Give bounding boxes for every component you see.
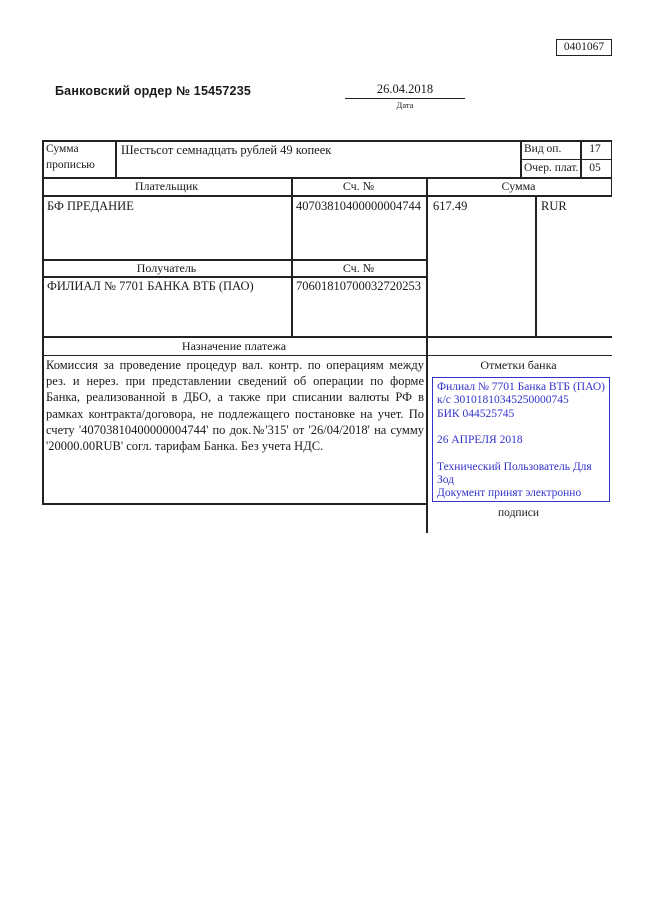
stamp-line-date: 26 АПРЕЛЯ 2018 bbox=[437, 434, 523, 447]
amount-value: 617.49 bbox=[433, 199, 468, 213]
payer-account-column-header: Сч. № bbox=[342, 179, 375, 193]
vid-op-left-divider bbox=[520, 140, 522, 178]
vid-op-row-divider bbox=[520, 159, 612, 160]
stamp-line-corr-account: к/с 30101810345250000745 bbox=[437, 394, 569, 407]
payer-account-left-divider bbox=[291, 177, 293, 337]
amount-words-label-divider bbox=[115, 140, 117, 178]
amount-in-words-label: Сумма прописью bbox=[46, 143, 95, 171]
payer-name: БФ ПРЕДАНИЕ bbox=[47, 199, 134, 213]
amount-in-words: Шестьсот семнадцать рублей 49 копеек bbox=[121, 143, 332, 157]
vid-op-value: 17 bbox=[589, 143, 601, 155]
purpose-header: Назначение платежа bbox=[181, 339, 287, 353]
amount-column-header: Сумма bbox=[501, 179, 536, 193]
stamp-line-user: Технический Пользователь Для Зод bbox=[437, 460, 592, 487]
stamp-line-accepted: Документ принят электронно bbox=[437, 487, 582, 500]
currency-code: RUR bbox=[541, 199, 567, 213]
stamp-line-blank bbox=[437, 421, 605, 434]
document-title: Банковский ордер № 15457235 bbox=[55, 84, 252, 98]
date-value: 26.04.2018 bbox=[345, 82, 465, 99]
receiver-column-header: Получатель bbox=[136, 261, 197, 275]
purpose-area-bottom-border bbox=[42, 503, 426, 505]
payer-account-number: 40703810400000004744 bbox=[296, 199, 421, 213]
ocher-plat-label: Очер. плат. bbox=[524, 161, 579, 174]
purpose-top-thick-border bbox=[42, 336, 612, 339]
signatures-label: подписи bbox=[498, 507, 539, 519]
payer-column-header: Плательщик bbox=[134, 179, 199, 193]
currency-divider bbox=[535, 195, 537, 337]
vid-op-label: Вид оп. bbox=[524, 143, 562, 155]
amount-column-left-divider bbox=[426, 177, 428, 533]
receiver-account-column-header: Сч. № bbox=[342, 261, 375, 275]
column-header-bottom-border bbox=[42, 195, 612, 197]
bank-stamp-box bbox=[432, 377, 610, 502]
table-border-left bbox=[42, 140, 44, 504]
bank-marks-header: Отметки банка bbox=[480, 358, 557, 372]
stamp-line-branch: Филиал № 7701 Банка ВТБ (ПАО) bbox=[437, 381, 605, 393]
ocher-plat-value: 05 bbox=[589, 161, 601, 174]
receiver-header-bottom-border bbox=[42, 276, 426, 278]
receiver-name: ФИЛИАЛ № 7701 БАНКА ВТБ (ПАО) bbox=[47, 279, 254, 293]
purpose-text: Комиссия за проведение процедур вал. контр. по операциям между рез. и нерез. при представлении сведений об операции по форме Банка, реализованной в ДБО, а также при списании валюты РФ в рамках контракта/договора, не подлежащего постановке на учет. По счету '40703810400000004744' по док.№'315' от '26/04/2018' на сумму '20000.00RUB' согл. тарифам Банка. Без учета НДС. bbox=[46, 358, 424, 454]
form-code-box: 0401067 bbox=[556, 39, 612, 56]
receiver-account-number: 70601810700032720253 bbox=[296, 279, 421, 293]
date-label: Дата bbox=[396, 100, 414, 110]
stamp-line-bik: БИК 044525745 bbox=[437, 407, 515, 420]
stamp-line-blank bbox=[437, 447, 605, 460]
purpose-header-bottom-border bbox=[42, 355, 612, 357]
